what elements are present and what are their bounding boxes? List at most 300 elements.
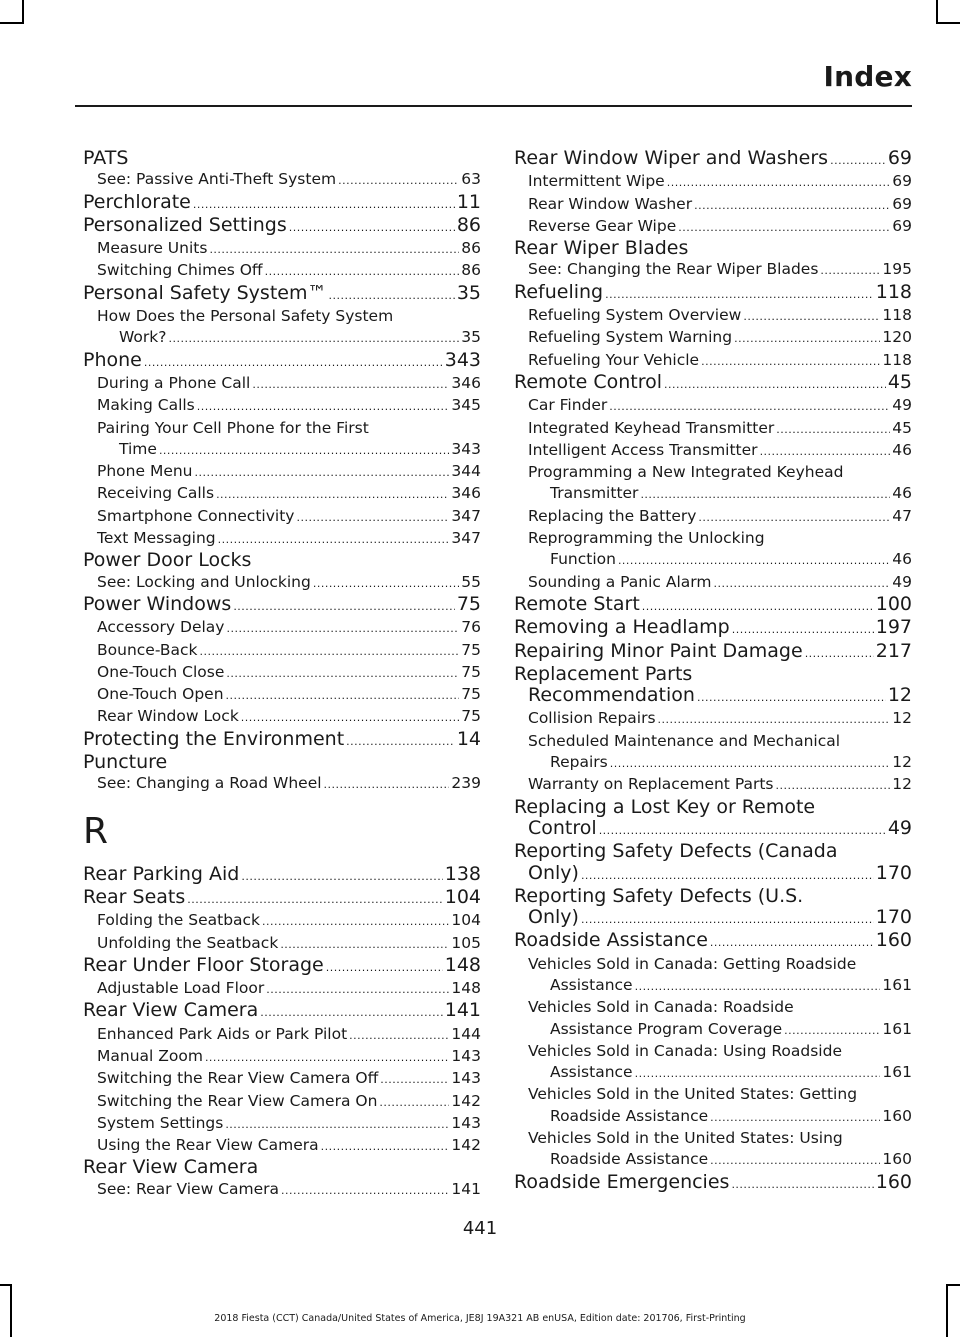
dot-leader — [760, 440, 891, 462]
entry-label: Scheduled Maintenance and Mechanical — [528, 731, 841, 750]
index-entry[interactable] — [83, 283, 481, 306]
dot-leader — [658, 708, 891, 730]
entry-label: See: Changing the Rear Wiper Blades — [528, 260, 819, 279]
dot-leader — [640, 483, 890, 505]
dot-leader — [379, 1091, 449, 1113]
entry-label: Refueling System Warning — [528, 328, 733, 347]
dot-leader — [241, 864, 442, 887]
index-subentry[interactable] — [83, 933, 481, 955]
index-subentry[interactable] — [514, 954, 912, 998]
entry-page-number: 105 — [451, 933, 481, 952]
entry-page-number: 69 — [892, 194, 912, 213]
index-entry[interactable] — [83, 215, 481, 238]
index-entry[interactable] — [83, 864, 481, 887]
index-subentry[interactable] — [514, 305, 912, 327]
index-subentry[interactable] — [83, 1068, 481, 1090]
entry-page-number: 49 — [892, 572, 912, 591]
index-subentry[interactable] — [514, 418, 912, 440]
crop-mark-top-left-h — [0, 22, 24, 24]
entry-label: Assistance — [550, 1063, 633, 1082]
entry-label: Making Calls — [97, 396, 195, 415]
entry-page-number: 12 — [892, 775, 912, 794]
index-column-right — [514, 148, 912, 1195]
entry-label: Rear Window Wiper and Washers — [514, 147, 829, 169]
entry-label: Repairs — [550, 753, 608, 772]
dot-leader — [667, 171, 891, 193]
index-entry[interactable] — [83, 148, 481, 169]
entry-page-number: 118 — [875, 280, 912, 303]
entry-page-number: 161 — [882, 1063, 912, 1082]
entry-page-number: 239 — [451, 774, 481, 793]
entry-label: Only) — [528, 861, 579, 884]
index-subentry[interactable] — [514, 1084, 912, 1128]
index-entry[interactable] — [83, 1000, 481, 1023]
index-entry[interactable] — [83, 955, 481, 978]
dot-leader — [618, 549, 890, 571]
index-subentry[interactable] — [514, 708, 912, 730]
entry-page-number: 63 — [461, 170, 481, 189]
index-entry[interactable] — [514, 797, 912, 842]
entry-label: Replacement Parts — [514, 662, 693, 685]
entry-label: Personalized Settings — [83, 213, 287, 236]
dot-leader — [289, 215, 455, 238]
index-entry[interactable] — [514, 617, 912, 640]
index-subentry[interactable] — [83, 306, 481, 350]
entry-page-number: 347 — [451, 529, 481, 548]
entry-page-number: 160 — [882, 1106, 912, 1125]
index-entry[interactable] — [83, 594, 481, 617]
entry-label: See: Changing a Road Wheel — [97, 774, 322, 793]
entry-label: Car Finder — [528, 396, 608, 415]
dot-leader — [734, 327, 880, 349]
entry-label: Reporting Safety Defects (Canada — [514, 840, 838, 863]
dot-leader — [328, 283, 454, 306]
index-entry[interactable] — [83, 887, 481, 910]
entry-label: Using the Rear View Camera — [97, 1136, 319, 1155]
entry-label: Measure Units — [97, 239, 208, 258]
entry-label: Enhanced Park Aids or Park Pilot — [97, 1024, 348, 1043]
dot-leader — [197, 395, 450, 417]
dot-leader — [265, 260, 460, 282]
entry-page-number: 347 — [451, 506, 481, 525]
index-subentry[interactable] — [83, 684, 481, 706]
entry-label: Puncture — [83, 751, 168, 774]
dot-leader — [296, 506, 449, 528]
index-subentry[interactable] — [83, 662, 481, 684]
entry-page-number: 120 — [882, 328, 912, 347]
dot-leader — [609, 395, 890, 417]
dot-leader — [805, 641, 874, 664]
index-entry[interactable] — [514, 641, 912, 664]
entry-label: Rear Wiper Blades — [514, 237, 689, 260]
dot-leader — [252, 373, 449, 395]
index-subentry[interactable] — [514, 528, 912, 572]
entry-page-number: 86 — [461, 261, 481, 280]
index-subentry[interactable] — [83, 1091, 481, 1113]
dot-leader — [784, 1019, 880, 1041]
entry-label: Rear Window Lock — [97, 707, 239, 726]
entry-page-number: 12 — [892, 753, 912, 772]
edition-footer: 2018 Fiesta (CCT) Canada/United States of America, JE8J 19A321 AB enUSA, Edition date: 201706, First-Printing — [214, 1313, 746, 1324]
entry-label: Switching the Rear View Camera On — [97, 1091, 378, 1110]
index-subentry[interactable] — [83, 506, 481, 528]
entry-page-number: 104 — [451, 911, 481, 930]
index-subentry[interactable] — [514, 572, 912, 594]
entry-label: System Settings — [97, 1113, 224, 1132]
entry-label: Refueling Your Vehicle — [528, 350, 700, 369]
dot-leader — [710, 1106, 880, 1128]
entry-label: Protecting the Environment — [83, 727, 345, 750]
index-subentry[interactable] — [83, 418, 481, 462]
entry-page-number: 138 — [444, 862, 481, 885]
dot-leader — [694, 194, 890, 216]
entry-page-number: 69 — [892, 172, 912, 191]
dot-leader — [226, 617, 459, 639]
dot-leader — [313, 572, 459, 594]
entry-page-number: 46 — [892, 484, 912, 503]
entry-label: Intermittent Wipe — [528, 172, 665, 191]
dot-leader — [731, 1172, 873, 1195]
entry-label: One-Touch Close — [97, 662, 225, 681]
dot-leader — [776, 774, 891, 796]
dot-leader — [193, 192, 455, 215]
dot-leader — [697, 685, 886, 708]
entry-label: One-Touch Open — [97, 685, 224, 704]
entry-label: See: Rear View Camera — [97, 1179, 280, 1198]
entry-label: Phone — [83, 348, 142, 371]
entry-page-number: 45 — [887, 370, 912, 393]
entry-page-number: 160 — [882, 1150, 912, 1169]
entry-label: Programming a New Integrated Keyhead — [528, 463, 844, 482]
entry-label: Refueling — [514, 280, 604, 303]
index-subentry[interactable] — [83, 238, 481, 260]
entry-page-number: 118 — [882, 350, 912, 369]
dot-leader — [216, 483, 449, 505]
entry-label: Vehicles Sold in Canada: Roadside — [528, 998, 794, 1017]
index-subentry[interactable] — [514, 506, 912, 528]
index-entry[interactable] — [514, 1172, 912, 1195]
crop-mark-top-right-h — [936, 22, 960, 24]
index-subentry[interactable] — [83, 461, 481, 483]
entry-page-number: 104 — [444, 885, 481, 908]
index-entry[interactable] — [514, 282, 912, 305]
entry-label: Reprogramming the Unlocking — [528, 529, 765, 548]
index-entry[interactable] — [514, 148, 912, 171]
entry-label: Control — [528, 816, 597, 839]
entry-page-number: 160 — [875, 929, 912, 952]
entry-page-number: 143 — [451, 1069, 481, 1088]
index-subentry[interactable] — [83, 483, 481, 505]
entry-label: See: Locking and Unlocking — [97, 572, 311, 591]
index-subentry[interactable] — [83, 1179, 481, 1201]
entry-label: Transmitter — [550, 484, 639, 503]
dot-leader — [225, 1113, 449, 1135]
entry-label: Roadside Assistance — [514, 929, 708, 952]
index-entry[interactable] — [83, 752, 481, 773]
entry-page-number: 343 — [451, 439, 481, 458]
entry-page-number: 75 — [461, 685, 481, 704]
entry-page-number: 12 — [887, 684, 912, 707]
dot-leader — [605, 282, 874, 305]
index-subentry[interactable] — [514, 774, 912, 796]
entry-label: Vehicles Sold in the United States: Getting — [528, 1085, 858, 1104]
entry-label: Text Messaging — [97, 529, 216, 548]
entry-page-number: 14 — [456, 727, 481, 750]
index-entry[interactable] — [514, 238, 912, 259]
index-subentry[interactable] — [83, 617, 481, 639]
entry-label: Rear View Camera — [83, 999, 259, 1022]
index-subentry[interactable] — [83, 572, 481, 594]
entry-label: Repairing Minor Paint Damage — [514, 639, 803, 662]
index-subentry[interactable] — [83, 373, 481, 395]
entry-label: Roadside Emergencies — [514, 1170, 730, 1193]
dot-leader — [195, 461, 450, 483]
entry-label: Adjustable Load Floor — [97, 979, 265, 998]
entry-page-number: 46 — [892, 550, 912, 569]
index-subentry[interactable] — [514, 259, 912, 281]
index-entry[interactable] — [83, 550, 481, 571]
entry-label: Pairing Your Cell Phone for the First — [97, 418, 369, 437]
index-subentry[interactable] — [83, 773, 481, 795]
entry-label: Refueling System Overview — [528, 306, 742, 325]
index-subentry[interactable] — [514, 462, 912, 506]
index-subentry[interactable] — [83, 169, 481, 191]
crop-mark-bottom-left-h — [0, 1284, 12, 1286]
dot-leader — [209, 238, 459, 260]
dot-leader — [599, 818, 886, 841]
entry-label: Work? — [119, 328, 167, 347]
dot-leader — [338, 169, 459, 191]
entry-label: Recommendation — [528, 684, 695, 707]
index-subentry[interactable] — [514, 216, 912, 238]
dot-leader — [266, 978, 449, 1000]
dot-leader — [281, 1179, 449, 1201]
entry-page-number: 143 — [451, 1113, 481, 1132]
entry-label: How Does the Personal Safety System — [97, 307, 394, 326]
index-subentry[interactable] — [514, 731, 912, 775]
index-entry[interactable] — [514, 886, 912, 931]
entry-label: Intelligent Access Transmitter — [528, 440, 758, 459]
entry-page-number: 35 — [456, 281, 481, 304]
entry-label: Rear Under Floor Storage — [83, 953, 324, 976]
entry-page-number: 45 — [892, 418, 912, 437]
entry-page-number: 55 — [461, 572, 481, 591]
entry-page-number: 195 — [882, 260, 912, 279]
entry-label: Remote Control — [514, 370, 663, 393]
entry-page-number: 86 — [461, 239, 481, 258]
dot-leader — [326, 955, 443, 978]
entry-label: Folding the Seatback — [97, 911, 261, 930]
entry-page-number: 86 — [456, 213, 481, 236]
dot-leader — [168, 327, 459, 349]
entry-page-number: 161 — [882, 975, 912, 994]
page-number: 441 — [462, 1218, 498, 1239]
index-entry[interactable] — [514, 594, 912, 617]
dot-leader — [635, 1062, 881, 1084]
index-entry[interactable] — [83, 729, 481, 752]
entry-label: Reverse Gear Wipe — [528, 216, 677, 235]
entry-page-number: 144 — [451, 1024, 481, 1043]
entry-label: Warranty on Replacement Parts — [528, 775, 774, 794]
dot-leader — [698, 506, 890, 528]
dot-leader — [187, 887, 442, 910]
dot-leader — [241, 706, 459, 728]
dot-leader — [260, 1000, 443, 1023]
entry-page-number: 344 — [451, 462, 481, 481]
entry-label: During a Phone Call — [97, 373, 251, 392]
dot-leader — [743, 305, 880, 327]
entry-label: Smartphone Connectivity — [97, 506, 295, 525]
dot-leader — [732, 617, 874, 640]
index-subentry[interactable] — [514, 1041, 912, 1085]
dot-leader — [713, 572, 890, 594]
index-subentry[interactable] — [83, 910, 481, 932]
index-subentry[interactable] — [83, 978, 481, 1000]
entry-label: Power Windows — [83, 592, 232, 615]
index-subentry[interactable] — [83, 1046, 481, 1068]
entry-page-number: 49 — [892, 396, 912, 415]
dot-leader — [346, 729, 455, 752]
index-subentry[interactable] — [83, 706, 481, 728]
index-entry[interactable] — [514, 372, 912, 395]
entry-label: Rear Window Washer — [528, 194, 693, 213]
entry-label: Perchlorate — [83, 190, 191, 213]
entry-page-number: 197 — [875, 616, 912, 639]
dot-leader — [830, 148, 886, 171]
dot-leader — [218, 528, 450, 550]
index-subentry[interactable] — [83, 395, 481, 417]
entry-page-number: 346 — [451, 484, 481, 503]
dot-leader — [233, 594, 455, 617]
entry-page-number: 170 — [875, 861, 912, 884]
entry-page-number: 100 — [875, 592, 912, 615]
entry-label: Receiving Calls — [97, 484, 215, 503]
entry-label: See: Passive Anti-Theft System — [97, 170, 337, 189]
entry-label: Bounce-Back — [97, 640, 198, 659]
dot-leader — [642, 594, 874, 617]
entry-label: Assistance — [550, 975, 633, 994]
entry-page-number: 118 — [882, 306, 912, 325]
index-subentry[interactable] — [83, 1024, 481, 1046]
index-subentry[interactable] — [514, 1128, 912, 1172]
entry-page-number: 75 — [461, 640, 481, 659]
dot-leader — [144, 350, 443, 373]
entry-page-number: 346 — [451, 373, 481, 392]
index-subentry[interactable] — [83, 260, 481, 282]
dot-leader — [664, 372, 886, 395]
entry-page-number: 345 — [451, 396, 481, 415]
index-subentry[interactable] — [514, 194, 912, 216]
crop-mark-bottom-right-h — [946, 1284, 960, 1286]
entry-page-number: 148 — [444, 953, 481, 976]
entry-page-number: 49 — [887, 816, 912, 839]
entry-label: Assistance Program Coverage — [550, 1019, 783, 1038]
entry-label: Roadside Assistance — [550, 1150, 709, 1169]
dot-leader — [820, 259, 880, 281]
dot-leader — [710, 1149, 880, 1171]
entry-page-number: 142 — [451, 1091, 481, 1110]
entry-page-number: 69 — [892, 216, 912, 235]
crop-mark-top-left — [22, 0, 24, 22]
dot-leader — [159, 439, 449, 461]
entry-label: Replacing a Lost Key or Remote — [514, 795, 816, 818]
entry-page-number: 75 — [461, 662, 481, 681]
entry-label: Removing a Headlamp — [514, 616, 730, 639]
entry-page-number: 47 — [892, 506, 912, 525]
index-entry[interactable] — [514, 930, 912, 953]
entry-label: Time — [119, 439, 157, 458]
index-subentry[interactable] — [83, 1113, 481, 1135]
entry-label: Collision Repairs — [528, 709, 656, 728]
index-entry[interactable] — [514, 664, 912, 709]
entry-label: Only) — [528, 906, 579, 929]
entry-page-number: 46 — [892, 440, 912, 459]
index-subentry[interactable] — [83, 528, 481, 550]
entry-page-number: 11 — [456, 190, 481, 213]
index-subentry[interactable] — [83, 640, 481, 662]
entry-label: Switching the Rear View Camera Off — [97, 1069, 379, 1088]
entry-page-number: 170 — [875, 906, 912, 929]
entry-label: Reporting Safety Defects (U.S. — [514, 884, 804, 907]
index-subentry[interactable] — [514, 440, 912, 462]
entry-label: Integrated Keyhead Transmitter — [528, 418, 775, 437]
entry-page-number: 141 — [444, 999, 481, 1022]
entry-label: Unfolding the Seatback — [97, 933, 279, 952]
dot-leader — [226, 662, 459, 684]
index-column-left — [83, 148, 481, 1201]
dot-leader — [610, 752, 891, 774]
index-subentry[interactable] — [514, 327, 912, 349]
index-subentry[interactable] — [514, 171, 912, 193]
entry-page-number: 148 — [451, 979, 481, 998]
index-subentry[interactable] — [514, 350, 912, 372]
entry-label: Switching Chimes Off — [97, 261, 263, 280]
entry-label: Manual Zoom — [97, 1046, 203, 1065]
entry-label: Vehicles Sold in Canada: Getting Roadside — [528, 954, 857, 973]
crop-mark-bottom-right — [946, 1284, 948, 1337]
dot-leader — [776, 418, 890, 440]
entry-label: Vehicles Sold in the United States: Using — [528, 1129, 843, 1148]
entry-page-number: 217 — [875, 639, 912, 662]
dot-leader — [226, 684, 460, 706]
entry-label: Rear Seats — [83, 885, 186, 908]
dot-leader — [280, 933, 449, 955]
entry-page-number: 142 — [451, 1136, 481, 1155]
index-entry[interactable] — [83, 192, 481, 215]
index-subentry[interactable] — [83, 1135, 481, 1157]
entry-label: Phone Menu — [97, 462, 193, 481]
dot-leader — [710, 930, 874, 953]
entry-label: Sounding a Panic Alarm — [528, 572, 712, 591]
entry-label: Rear View Camera — [83, 1156, 259, 1179]
dot-leader — [200, 640, 460, 662]
index-entry[interactable] — [514, 841, 912, 886]
entry-label: Remote Start — [514, 592, 640, 615]
entry-label: Roadside Assistance — [550, 1106, 709, 1125]
index-entry[interactable] — [83, 1157, 481, 1178]
index-entry[interactable] — [83, 350, 481, 373]
entry-page-number: 75 — [456, 592, 481, 615]
entry-label: PATS — [83, 147, 129, 169]
index-subentry[interactable] — [514, 997, 912, 1041]
entry-page-number: 35 — [461, 328, 481, 347]
dot-leader — [321, 1135, 450, 1157]
index-letter-heading: R — [83, 810, 109, 852]
crop-mark-top-right — [936, 0, 938, 22]
entry-page-number: 141 — [451, 1179, 481, 1198]
dot-leader — [581, 863, 874, 886]
index-subentry[interactable] — [514, 395, 912, 417]
